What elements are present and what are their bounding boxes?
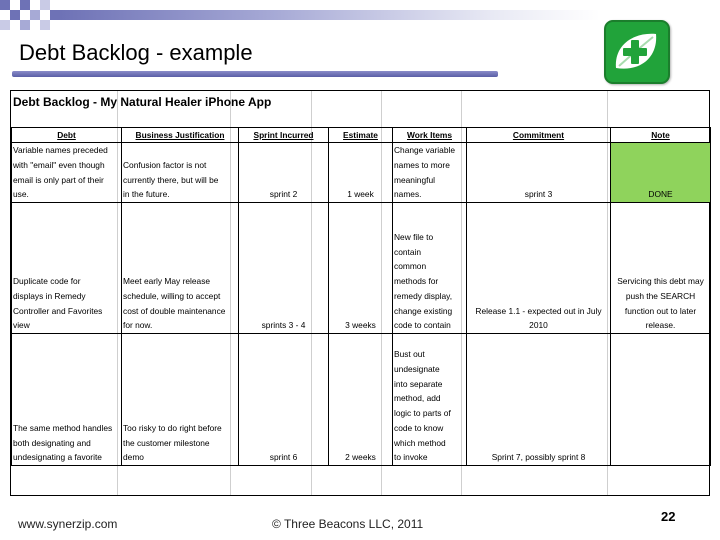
column-header-debt: Debt [12, 128, 122, 143]
debt-cell: Duplicate code for displays in Remedy Controller and Favorites view [12, 203, 122, 334]
sheet-title: Debt Backlog - My Natural Healer iPhone App [13, 95, 272, 109]
estimate-cell: 1 week [329, 143, 393, 203]
column-header-estimate: Estimate [329, 128, 393, 143]
header-gradient-bar [60, 10, 600, 20]
debt-cell: Variable names preceded with "email" even though email is only part of their use. [12, 143, 122, 203]
leaf-plus-icon [604, 20, 670, 84]
page-number: 22 [661, 509, 676, 524]
note-cell [611, 334, 711, 466]
table-row [12, 143, 711, 203]
debt-cell: The same method handles both designating and undesignating a favorite [12, 334, 122, 466]
spreadsheet [10, 90, 710, 496]
table-header-row [12, 128, 711, 143]
justification-cell: Too risky to do right before the customer milestone demo [122, 334, 239, 466]
work-items-cell: Change variable names to more meaningful names. [393, 143, 467, 203]
estimate-cell: 3 weeks [329, 203, 393, 334]
note-cell: Servicing this debt may push the SEARCH function out to later release. [611, 203, 711, 334]
table-row [12, 334, 711, 466]
commitment-cell: Sprint 7, possibly sprint 8 [467, 334, 611, 466]
table-row [12, 203, 711, 334]
footer-copyright: © Three Beacons LLC, 2011 [272, 517, 424, 531]
justification-cell: Confusion factor is not currently there, but will be in the future. [122, 143, 239, 203]
work-items-cell: Bust out undesignate into separate method, add logic to parts of code to know which method to invoke [393, 334, 467, 466]
commitment-cell: sprint 3 [467, 143, 611, 203]
column-header-work-items: Work Items [393, 128, 467, 143]
estimate-cell: 2 weeks [329, 334, 393, 466]
slide-title: Debt Backlog - example [19, 40, 253, 65]
footer-website: www.synerzip.com [18, 517, 118, 531]
note-cell: DONE [611, 143, 711, 203]
sprint-cell: sprint 6 [239, 334, 329, 466]
sprint-cell: sprints 3 - 4 [239, 203, 329, 334]
column-header-business-justification: Business Justification [122, 128, 239, 143]
column-header-sprint-incurred: Sprint Incurred [239, 128, 329, 143]
column-header-commitment: Commitment [467, 128, 611, 143]
checker-decoration [0, 0, 60, 30]
work-items-cell: New file to contain common methods for remedy display, change existing code to contain [393, 203, 467, 334]
commitment-cell: Release 1.1 - expected out in July 2010 [467, 203, 611, 334]
debt-backlog-table [11, 127, 711, 466]
sprint-cell: sprint 2 [239, 143, 329, 203]
column-header-note: Note [611, 128, 711, 143]
justification-cell: Meet early May release schedule, willing to accept cost of double maintenance for now. [122, 203, 239, 334]
title-underline [12, 71, 498, 77]
